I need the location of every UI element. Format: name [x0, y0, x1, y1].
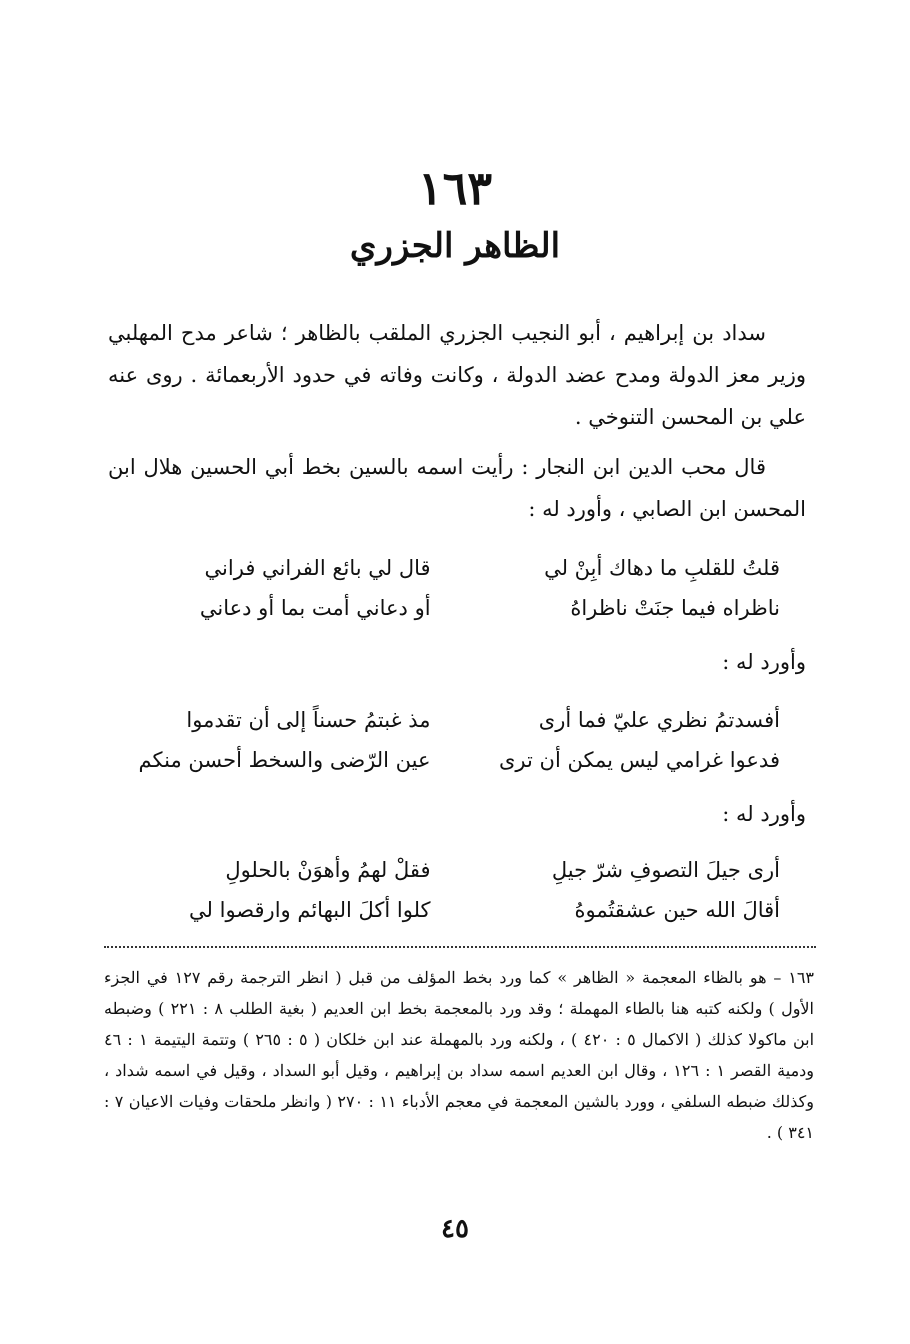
verse-line: [108, 740, 780, 780]
page-number: ٤٥: [441, 1214, 469, 1244]
verse-second-hemistich: مذ غبتمُ حسناً إلى أن تقدموا: [186, 708, 431, 732]
verse-second-hemistich: أو دعاني أمت بما أو دعاني: [199, 596, 431, 620]
biography-paragraph: قال محب الدين ابن النجار : رأيت اسمه بالسين بخط أبي الحسين هلال ابن المحسن ابن الصابي ، وأورد له :: [108, 455, 806, 521]
footnote: ١٦٣ – هو بالظاء المعجمة « الظاهر » كما ورد بخط المؤلف من قبل ( انظر الترجمة رقم ١٢٧ في الجزء الأول ) ولكنه كتبه هنا بالطاء المهملة ؛ وقد ورد بالمعجمة بخط ابن العديم ( بغية الطلب ٨ : ٢٢١ ) وضبطه ابن ماكولا كذلك ( الاكمال ٥ : ٤٢٠ ) ، ولكنه ورد بالمهملة عند ابن خلكان ( ٥ : ٢٦٥ ) وتتمة اليتيمة ١ : ٤٦ ودمية القصر ١ : ١٢٦ ، وقال ابن العديم اسمه سداد بن إبراهيم ، وقيل أبو السداد ، وقيل في اسمه شداد ، وكذلك ضبطه السلفي ، وورد بالشين المعجمة في معجم الأدباء ١١ : ٢٧٠ ( وانظر ملحقات وفيات الاعيان ٧ : ٣٤١ ) .: [104, 968, 815, 1142]
verse-second-hemistich: كلوا أكلَ البهائم وارقصوا لي: [189, 898, 431, 922]
verse-first-hemistich: أرى جيلَ التصوفِ شرّ جيلِ: [551, 858, 780, 882]
entry-title: الظاهر الجزري: [349, 226, 561, 266]
poem: [108, 548, 780, 628]
verse-first-hemistich: ناظراه فيما جنَتْ ناظراهُ: [570, 596, 780, 620]
verse-second-hemistich: فقلْ لهمُ وأهوَنْ بالحلولِ: [225, 858, 431, 882]
verse-second-hemistich: قال لي بائع الفراني فراني: [204, 556, 431, 580]
verse-second-hemistich: عين الرّضى والسخط أحسن منكم: [138, 748, 431, 772]
verse-line: [108, 700, 780, 740]
poem: [108, 850, 780, 930]
verse-line: [108, 588, 780, 628]
verse-first-hemistich: أفسدتمُ نظري عليّ فما أرى: [538, 708, 780, 732]
poem: [108, 700, 780, 780]
verse-line: [108, 548, 780, 588]
verse-first-hemistich: أقالَ الله حين عشقتُموهُ: [574, 898, 780, 922]
biography-paragraph: سداد بن إبراهيم ، أبو النجيب الجزري الملقب بالظاهر ؛ شاعر مدح المهلبي وزير معز الدولة ومدح عضد الدولة ، وكانت وفاته في حدود الأربعمائة . روى عنه علي بن المحسن التنوخي .: [108, 321, 806, 429]
verse-line: [108, 850, 780, 890]
verse-line: [108, 890, 780, 930]
biography-text: [108, 312, 806, 530]
verse-first-hemistich: فدعوا غرامي ليس يمكن أن ترى: [498, 748, 780, 772]
footnote-divider: [104, 946, 816, 948]
verse-first-hemistich: قلتُ للقلبِ ما دهاك أبِنْ لي: [544, 556, 780, 580]
poem-intro: وأورد له :: [722, 650, 806, 674]
poem-intro: وأورد له :: [722, 802, 806, 826]
entry-number: ١٦٣: [417, 161, 493, 215]
